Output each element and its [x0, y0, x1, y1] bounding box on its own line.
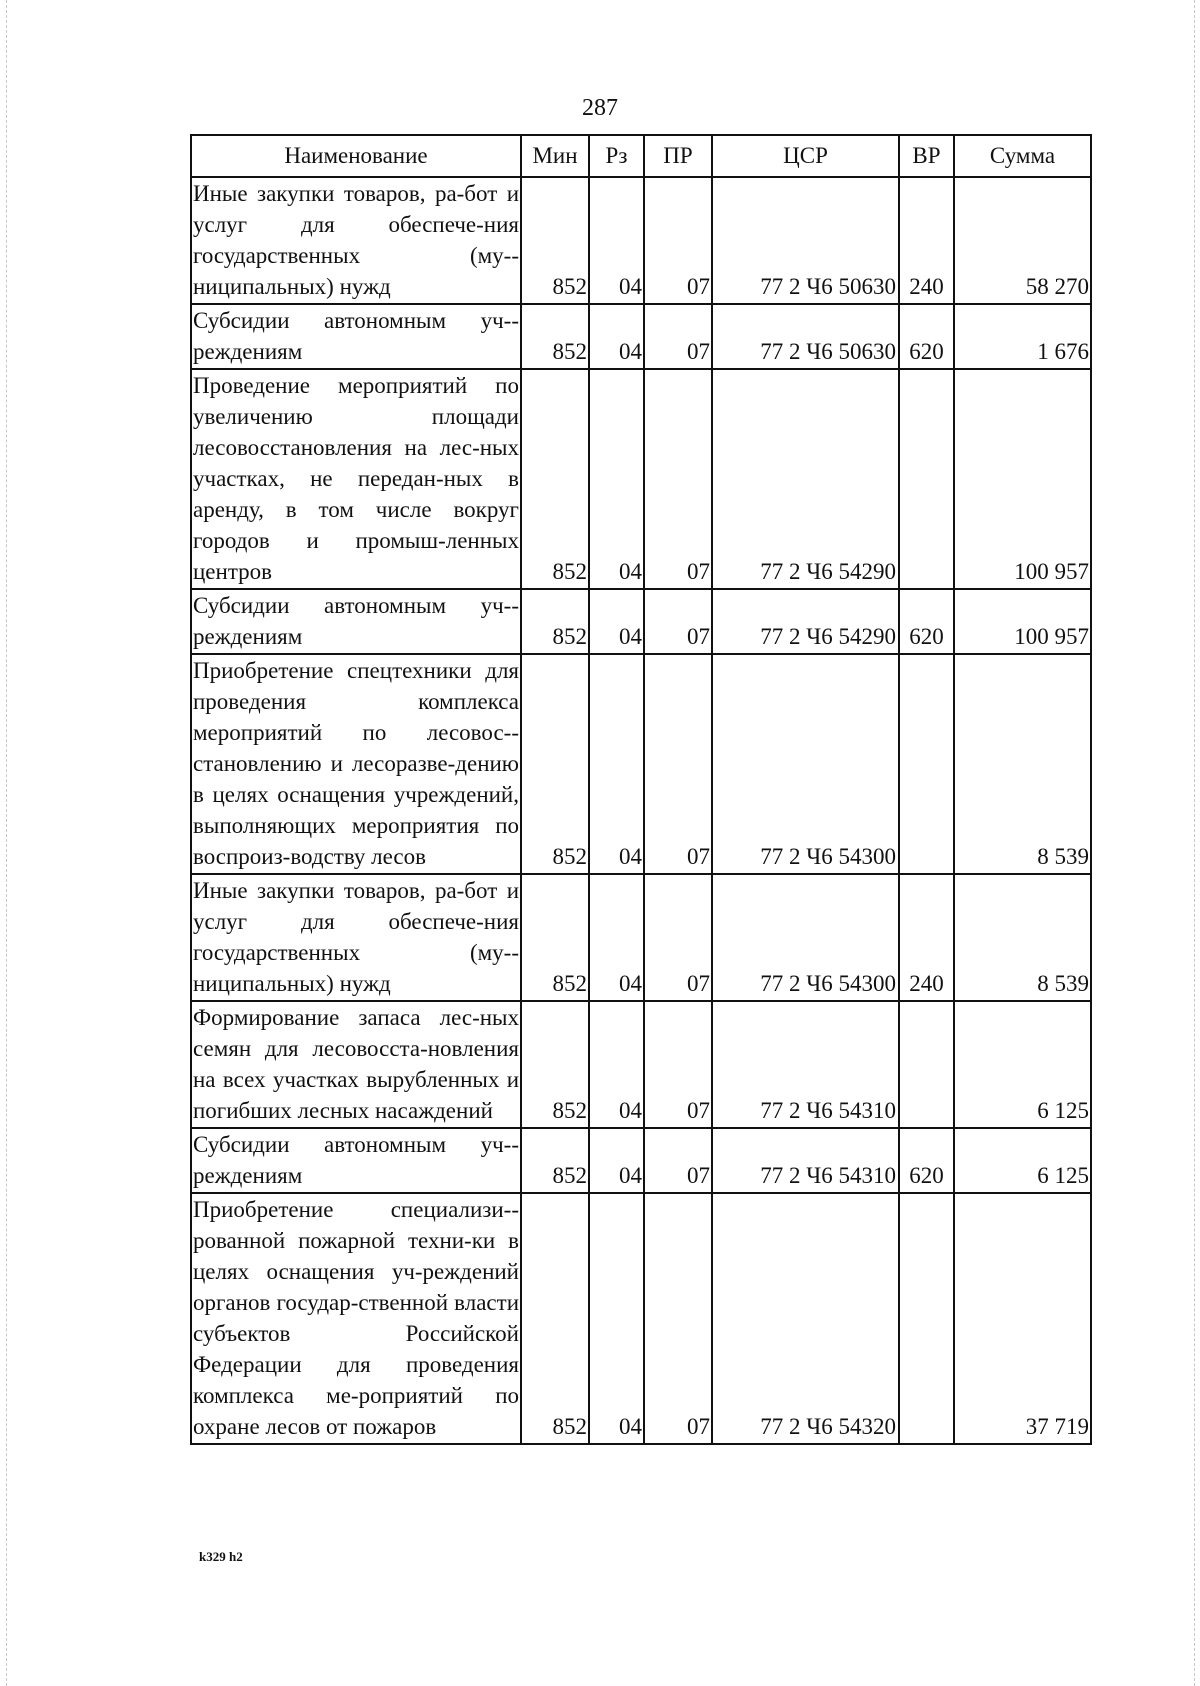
cell-rz: 04	[589, 304, 644, 369]
cell-name: Приобретение специализи-рованной пожарной техни-ки в целях оснащения уч-реждений органов государ-ственной власти субъектов Российской Федерации для проведения комплекса ме-роприятий по охране лесов от пожаров	[191, 1193, 521, 1444]
cell-name: Приобретение спецтехники для проведения комплекса мероприятий по лесовос-становлению и лесоразве-дению в целях оснащения учреждений, выполняющих мероприятия по воспроиз-водству лесов	[191, 654, 521, 874]
cell-pr: 07	[644, 304, 712, 369]
table-row	[191, 369, 1091, 589]
table-row	[191, 874, 1091, 1001]
cell-rz: 04	[589, 369, 644, 589]
cell-name: Субсидии автономным уч-реждениям	[191, 304, 521, 369]
table-row	[191, 177, 1091, 304]
cell-csr: 77 2 Ч6 54310	[712, 1128, 899, 1193]
cell-vr: 620	[899, 589, 954, 654]
cell-sum: 6 125	[954, 1128, 1091, 1193]
cell-min: 852	[521, 654, 589, 874]
scan-edge-right	[1194, 0, 1196, 1686]
cell-min: 852	[521, 1001, 589, 1128]
cell-sum: 6 125	[954, 1001, 1091, 1128]
table-row	[191, 654, 1091, 874]
header-row	[191, 135, 1091, 177]
cell-sum: 100 957	[954, 589, 1091, 654]
cell-name: Субсидии автономным уч-реждениям	[191, 589, 521, 654]
table-row	[191, 304, 1091, 369]
budget-table	[190, 134, 1092, 1445]
cell-min: 852	[521, 177, 589, 304]
cell-name: Иные закупки товаров, ра-бот и услуг для обеспече-ния государственных (му-ниципальных) нужд	[191, 874, 521, 1001]
header-rz: Рз	[589, 135, 644, 177]
cell-vr: 240	[899, 177, 954, 304]
cell-rz: 04	[589, 874, 644, 1001]
cell-pr: 07	[644, 874, 712, 1001]
cell-rz: 04	[589, 177, 644, 304]
cell-vr	[899, 1001, 954, 1128]
cell-vr	[899, 1193, 954, 1444]
cell-name: Иные закупки товаров, ра-бот и услуг для обеспече-ния государственных (му-ниципальных) нужд	[191, 177, 521, 304]
header-vr: ВР	[899, 135, 954, 177]
cell-min: 852	[521, 369, 589, 589]
cell-sum: 8 539	[954, 654, 1091, 874]
cell-pr: 07	[644, 177, 712, 304]
cell-csr: 77 2 Ч6 54290	[712, 369, 899, 589]
cell-min: 852	[521, 1193, 589, 1444]
cell-rz: 04	[589, 654, 644, 874]
header-pr: ПР	[644, 135, 712, 177]
cell-csr: 77 2 Ч6 54300	[712, 874, 899, 1001]
cell-rz: 04	[589, 1001, 644, 1128]
cell-min: 852	[521, 1128, 589, 1193]
table-row	[191, 1001, 1091, 1128]
cell-name: Формирование запаса лес-ных семян для лесовосста-новления на всех участках вырубленных и погибших лесных насаждений	[191, 1001, 521, 1128]
cell-vr	[899, 369, 954, 589]
cell-csr: 77 2 Ч6 54310	[712, 1001, 899, 1128]
cell-pr: 07	[644, 1128, 712, 1193]
header-sum: Сумма	[954, 135, 1091, 177]
cell-csr: 77 2 Ч6 54290	[712, 589, 899, 654]
footer-code: k329 h2	[199, 1549, 243, 1564]
cell-sum: 1 676	[954, 304, 1091, 369]
page-number: 287	[582, 95, 618, 121]
table-row	[191, 1128, 1091, 1193]
cell-pr: 07	[644, 1193, 712, 1444]
cell-pr: 07	[644, 589, 712, 654]
cell-pr: 07	[644, 369, 712, 589]
cell-rz: 04	[589, 1193, 644, 1444]
cell-name: Субсидии автономным уч-реждениям	[191, 1128, 521, 1193]
cell-pr: 07	[644, 1001, 712, 1128]
cell-csr: 77 2 Ч6 54320	[712, 1193, 899, 1444]
cell-sum: 37 719	[954, 1193, 1091, 1444]
cell-min: 852	[521, 874, 589, 1001]
scan-edge-left	[6, 0, 8, 1686]
cell-csr: 77 2 Ч6 50630	[712, 304, 899, 369]
cell-pr: 07	[644, 654, 712, 874]
cell-vr: 620	[899, 1128, 954, 1193]
cell-sum: 58 270	[954, 177, 1091, 304]
cell-rz: 04	[589, 1128, 644, 1193]
header-min: Мин	[521, 135, 589, 177]
table-row	[191, 1193, 1091, 1444]
cell-name: Проведение мероприятий по увеличению площади лесовосстановления на лес-ных участках, не передан-ных в аренду, в том числе вокруг городов и промыш-ленных центров	[191, 369, 521, 589]
cell-rz: 04	[589, 589, 644, 654]
table-row	[191, 589, 1091, 654]
cell-vr	[899, 654, 954, 874]
header-csr: ЦСР	[712, 135, 899, 177]
cell-csr: 77 2 Ч6 54300	[712, 654, 899, 874]
cell-min: 852	[521, 589, 589, 654]
cell-sum: 100 957	[954, 369, 1091, 589]
cell-vr: 620	[899, 304, 954, 369]
header-name: Наименование	[191, 135, 521, 177]
cell-sum: 8 539	[954, 874, 1091, 1001]
cell-vr: 240	[899, 874, 954, 1001]
cell-min: 852	[521, 304, 589, 369]
cell-csr: 77 2 Ч6 50630	[712, 177, 899, 304]
